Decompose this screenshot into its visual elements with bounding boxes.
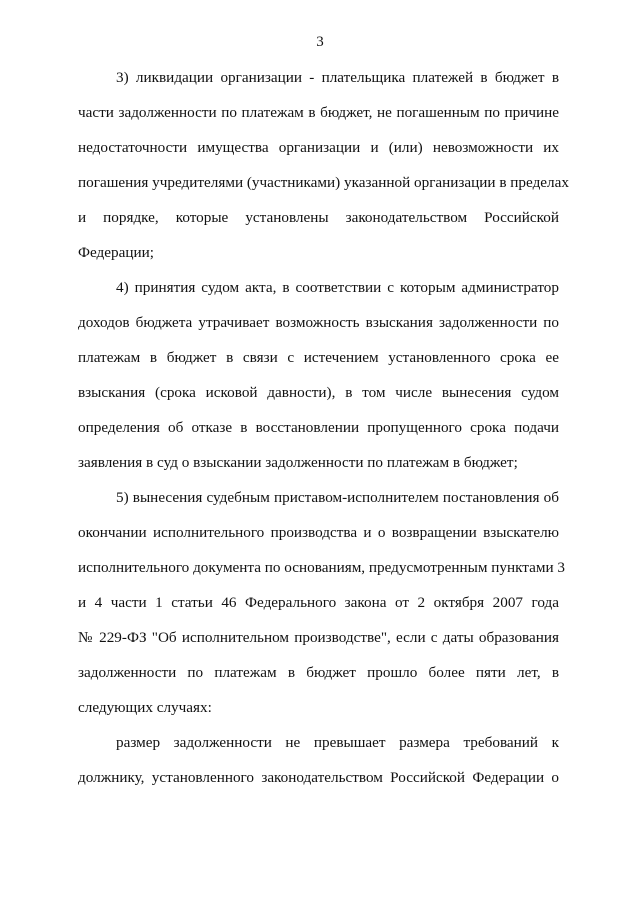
text-line: № 229-ФЗ "Об исполнительном производстве", если с даты образования — [78, 629, 559, 646]
text-line: определения об отказе в восстановлении пропущенного срока подачи — [78, 419, 559, 436]
text-line: части задолженности по платежам в бюджет, не погашенным по причине — [78, 104, 559, 121]
text-line: заявления в суд о взыскании задолженности по платежам в бюджет; — [78, 454, 518, 471]
text-line: и порядке, которые установлены законодательством Российской — [78, 209, 559, 226]
text-line: задолженности по платежам в бюджет прошло более пяти лет, в — [78, 664, 559, 681]
text-line: доходов бюджета утрачивает возможность взыскания задолженности по — [78, 314, 559, 331]
page-number: 3 — [316, 34, 324, 50]
text-line: должнику, установленного законодательством Российской Федерации о — [78, 769, 559, 786]
text-line: и 4 части 1 статьи 46 Федерального закона от 2 октября 2007 года — [78, 594, 559, 611]
text-line: следующих случаях: — [78, 699, 212, 716]
text-line: окончании исполнительного производства и о возвращении взыскателю — [78, 524, 559, 541]
text-line: 5) вынесения судебным приставом-исполнителем постановления об — [116, 489, 559, 506]
text-line: 3) ликвидации организации - плательщика платежей в бюджет в — [116, 69, 559, 86]
text-line: взыскания (срока исковой давности), в том числе вынесения судом — [78, 384, 559, 401]
text-line: погашения учредителями (участниками) указанной организации в пределах — [78, 174, 569, 191]
text-line: 4) принятия судом акта, в соответствии с которым администратор — [116, 279, 559, 296]
text-line: недостаточности имущества организации и (или) невозможности их — [78, 139, 559, 156]
text-line: платежам в бюджет в связи с истечением установленного срока ее — [78, 349, 559, 366]
text-line: исполнительного документа по основаниям, предусмотренным пунктами 3 — [78, 559, 565, 576]
text-line: размер задолженности не превышает размера требований к — [116, 734, 559, 751]
text-line: Федерации; — [78, 244, 154, 261]
